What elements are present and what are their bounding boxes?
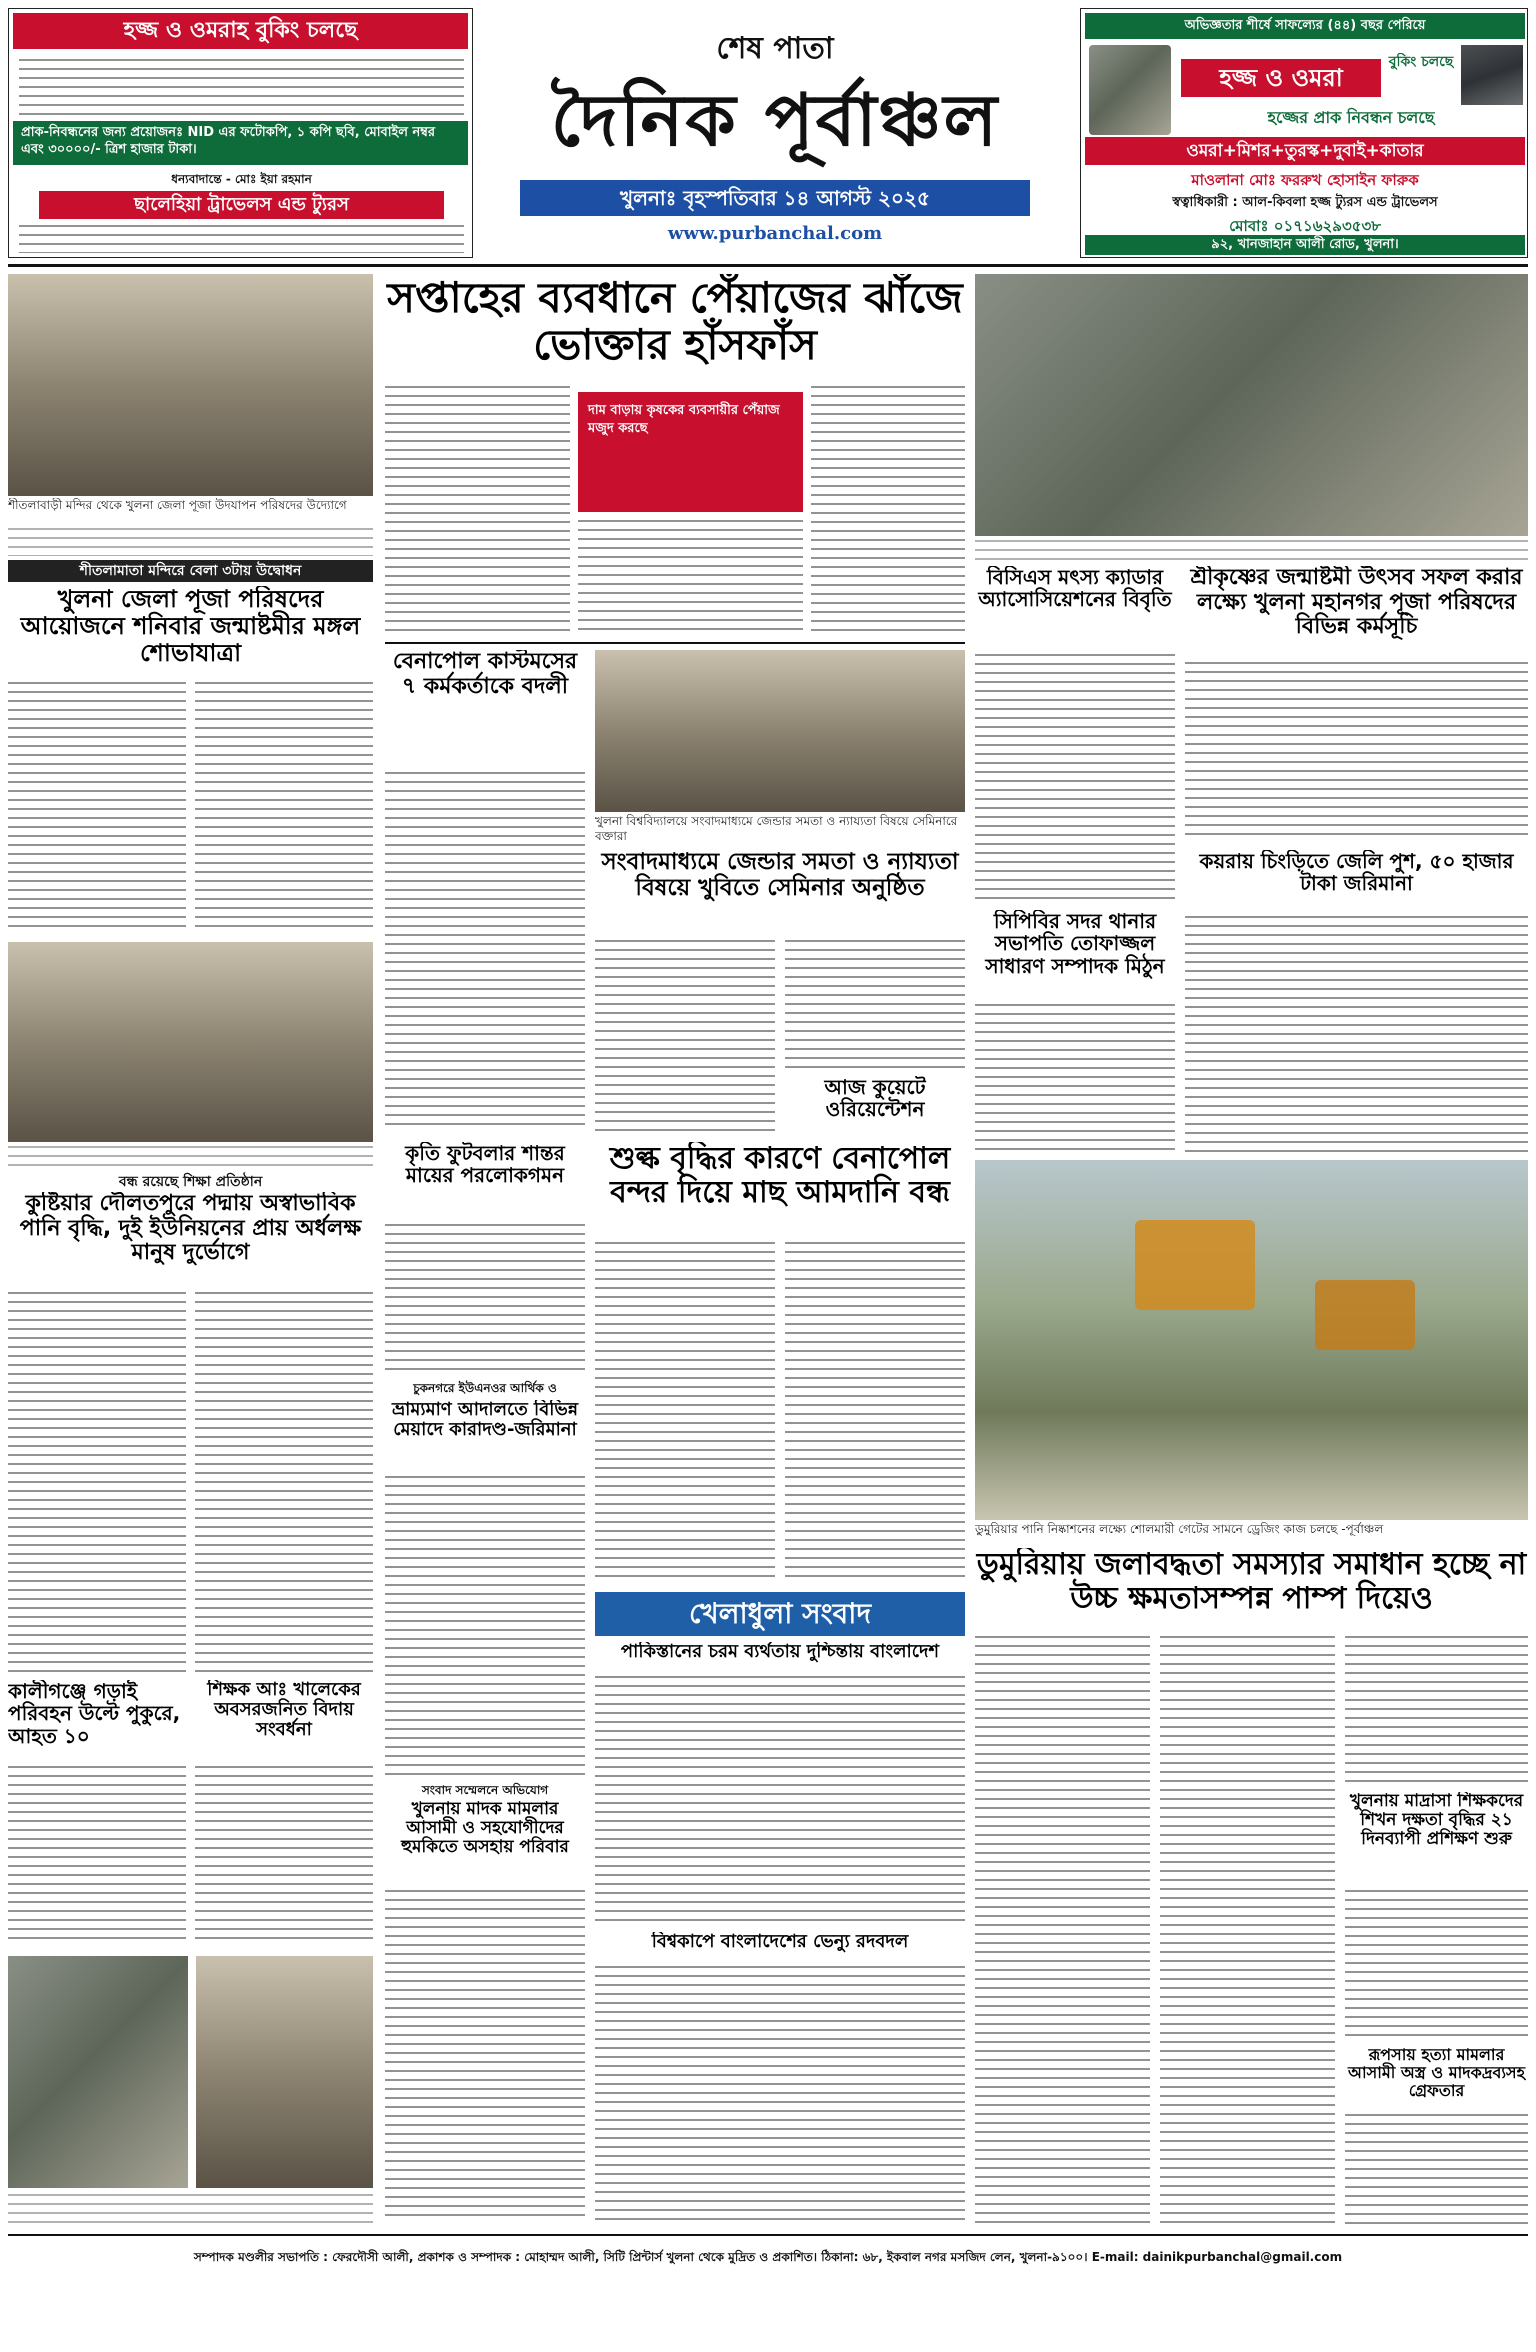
waterlog-headline: ডুমুরিয়ায় জলাবদ্ধতা সমস্যার সমাধান হচ্ছে না উচ্চ ক্ষমতাসম্পন্ন পাম্প দিয়েও (976, 1548, 1527, 1616)
cpb-body (975, 1004, 1175, 1154)
ad-left-agency: ছালেহিয়া ট্রাভেলস এন্ড ট্যুরস (39, 191, 444, 219)
ad-right-address: ৯২, খানজাহান আলী রোড, খুলনা। (1085, 235, 1525, 255)
lawyers-meeting-photo (8, 942, 373, 1142)
bcs-headline: বিসিএস মৎস্য ক্যাডার অ্যাসোসিয়েশনের বিবৃতি (978, 566, 1172, 612)
ad-right-brand: হজ্জ ও ওমরা (1181, 59, 1381, 97)
court-body (385, 1476, 585, 1776)
fine-headline: কয়রায় চিংড়িতে জেলি পুশ, ৫০ হাজার টাকা জরিমানা (1199, 850, 1514, 896)
sports-body-1 (595, 1676, 965, 1926)
seminar-headline: সংবাদমাধ্যমে জেন্ডার সমতা ও ন্যায্যতা বিষয়ে খুবিতে সেমিনার অনুষ্ঠিত (601, 850, 959, 901)
onion-headline: সপ্তাহের ব্যবধানে পেঁয়াজের ঝাঁজে ভোক্তার হাঁসফাঁস (387, 274, 963, 370)
farewell-photo-1 (8, 1956, 188, 2188)
bottom-left-caption-text (8, 2194, 373, 2226)
seminar-body-col1 (595, 940, 775, 1132)
transport-body (8, 1766, 186, 1946)
janmashtami-body (1185, 662, 1528, 842)
onion-rule (385, 642, 965, 644)
sports-headline-1: পাকিস্তানের চরম ব্যর্থতায় দুশ্চিন্তায় বাংলাদেশ (620, 1642, 940, 1662)
court-subhead: চুকনগরে ইউএনওর আর্থিক ও (413, 1381, 557, 1395)
website-link[interactable]: www.purbanchal.com (667, 223, 883, 244)
ad-left-hajj (8, 8, 473, 258)
puja-body-col2 (195, 682, 373, 932)
ad-right-hajj (1080, 8, 1528, 258)
ad-right-person: মাওলানা মোঃ ফররুখ হোসাইন ফারুক (1191, 171, 1419, 189)
excavator-shape (1135, 1220, 1255, 1310)
bcs-body (975, 654, 1175, 904)
court-headline: ভ্রাম্যমাণ আদালতে বিভিন্ন মেয়াদে কারাদণ্ড-জরিমানা (391, 1400, 579, 1441)
kushtia-body-col2 (195, 1292, 373, 1672)
waterlog-photo (975, 1160, 1528, 1520)
fish-headline: শুল্ক বৃদ্ধির কারণে বেনাপোল বন্দর দিয়ে মাছ আমদানি বন্ধ (609, 1142, 951, 1210)
sports-banner: খেলাধুলা সংবাদ (595, 1592, 965, 1636)
ad-left-thanks: ধন্যবাদান্তে - মোঃ ইয়া রহমান (171, 172, 312, 186)
onion-body-col2 (578, 520, 803, 636)
ad-right-mobile: মোবাঃ ০১৭১৬২৯৩৫৩৮ (1229, 217, 1381, 235)
paper-name: দৈনিক পূর্বাঞ্চল (550, 77, 1000, 162)
puja-caption-text (8, 528, 373, 556)
threat-subhead: সংবাদ সম্মেলনে অভিযোগ (421, 1783, 549, 1797)
imprint-footer: সম্পাদক মণ্ডলীর সভাপতি : ফেরদৌসী আলী, প্রকাশক ও সম্পাদক : মোহাম্মদ আলী, সিটি প্রিন্টার্স খুলনা থেকে মুদ্রিত ও প্রকাশিত। ঠিকানা: ৬৮, ইকবাল নগর মসজিদ লেন, খুলনা-৯১০০। E-mail: dainikpurbanchal@gmail.com (193, 2250, 1343, 2264)
puja-headline: খুলনা জেলা পূজা পরিষদের আয়োজনে শনিবার জন্মাষ্টমীর মঙ্গল শোভাযাত্রা (20, 586, 361, 667)
ad-right-owner: স্বত্বাধিকারী : আল-কিবলা হজ্জ ট্যুরস এন্ড ট্রাভেলস (1172, 195, 1438, 210)
ad-right-booking: বুকিং চলছে (1388, 54, 1454, 70)
madrasa-body (1345, 1890, 1528, 2040)
lawyers-caption-text (8, 1146, 373, 1166)
section-label: শেষ পাতা (716, 31, 834, 64)
waterlog-photo-caption: ডুমুরিয়ার পানি নিষ্কাশনের লক্ষ্যে শোলমারী গেটের সামনে ড্রেজিং কাজ চলছে -পূর্বাঞ্চল (975, 1522, 1384, 1536)
fish-body-col1 (595, 1242, 775, 1582)
sports-headline-2: বিশ্বকাপে বাংলাদেশের ভেন্যু রদবদল (651, 1932, 909, 1952)
football-body (385, 1224, 585, 1374)
transport-headline: কালীগঞ্জে গড়াই পরিবহন উল্টে পুকুরে, আহত ১০ (8, 1680, 181, 1748)
footer-rule (8, 2234, 1528, 2236)
threat-headline: খুলনায় মাদক মামলার আসামী ও সহযোগীদের হুমকিতে অসহায় পরিবার (401, 1800, 569, 1858)
fisheries-meeting-photo (975, 274, 1528, 536)
threat-body (385, 1890, 585, 2220)
ad-left-address-text (19, 225, 464, 253)
ad-left-highlight: প্রাক-নিবন্ধনের জন্য প্রয়োজনঃ NID এর ফটোকপি, ১ কপি ছবি, মোবাইল নম্বর এবং ৩০০০০/- ত্রিশ হাজার টাকা। (13, 121, 468, 165)
ad-right-top-line: অভিজ্ঞতার শীর্ষে সাফল্যের (৪৪) বছর পেরিয়ে (1085, 13, 1525, 39)
ad-left-title: হজ্জ ও ওমরাহ বুকিং চলছে (13, 13, 468, 49)
puja-photo (8, 274, 373, 496)
ad-right-notice: হজ্জের প্রাক নিবন্ধন চলছে (1267, 108, 1435, 127)
seminar-photo (595, 650, 965, 812)
ad-left-body-text (19, 59, 464, 115)
rupsha-body (1345, 2114, 1528, 2226)
rupsha-headline: রূপসায় হত্যা মামলার আসামী অস্ত্র ও মাদকদ্রব্যসহ গ্রেফতার (1348, 2046, 1525, 2100)
masthead-rule (8, 264, 1528, 267)
ad-right-routes: ওমরা+মিশর+তুরস্ক+দুবাই+কাতার (1085, 137, 1525, 165)
excavator-shape (1315, 1280, 1415, 1350)
kushtia-subhead: বন্ধ রয়েছে শিক্ষা প্রতিষ্ঠান (118, 1174, 263, 1190)
madrasa-headline: খুলনায় মাদ্রাসা শিক্ষকদের শিখন দক্ষতা বৃদ্ধির ২১ দিনব্যাপী প্রশিক্ষণ শুরু (1349, 1792, 1524, 1850)
flower-rangoli-photo (196, 1956, 373, 2188)
kushtia-body-col3 (195, 1766, 373, 1946)
seminar-body-col2 (785, 940, 965, 1070)
fisheries-caption-text (975, 540, 1528, 560)
kaaba-image (1461, 45, 1523, 105)
orientation-headline: আজ কুয়েটে ওরিয়েন্টেশন (824, 1076, 926, 1122)
kushtia-body-col1 (8, 1292, 186, 1672)
customs-headline: বেনাপোল কাস্টমসের ৭ কর্মকর্তাকে বদলী (392, 650, 578, 699)
dateline: খুলনাঃ বৃহস্পতিবার ১৪ আগস্ট ২০২৫ (520, 180, 1030, 216)
puja-body-col1 (8, 682, 186, 932)
janmashtami-headline: শ্রীকৃষ্ণের জন্মাষ্টমী উৎসব সফল করার লক্ষ্যে খুলনা মহানগর পূজা পরিষদের বিভিন্ন কর্মসূচি (1190, 566, 1523, 640)
onion-body-col3 (811, 386, 965, 636)
waterlog-body-col1 (975, 1636, 1150, 2226)
ad-right-portrait (1089, 45, 1171, 135)
masthead (490, 8, 1060, 258)
seminar-photo-caption: খুলনা বিশ্ববিদ্যালয়ে সংবাদমাধ্যমে জেন্ডার সমতা ও ন্যায্যতা বিষয়ে সেমিনারে বক্তারা (595, 814, 958, 843)
waterlog-body-col3 (1345, 1636, 1528, 1786)
sports-body-2 (595, 1966, 965, 2220)
puja-subhead: শীতলামাতা মন্দিরে বেলা ৩টায় উদ্বোধন (8, 560, 373, 582)
cpb-headline: সিপিবির সদর থানার সভাপতি তোফাজ্জল সাধারণ সম্পাদক মিঠুন (985, 910, 1165, 978)
puja-photo-caption: শীতলাবাড়ী মন্দির থেকে খুলনা জেলা পূজা উদযাপন পরিষদের উদ্যোগে (8, 498, 347, 512)
fine-body (1185, 916, 1528, 1152)
fish-body-col2 (785, 1242, 965, 1582)
football-headline: কৃতি ফুটবলার শান্তর মায়ের পরলোকগমন (405, 1142, 565, 1188)
waterlog-body-col2 (1160, 1636, 1335, 2226)
customs-body (385, 772, 585, 1132)
onion-highlight-box: দাম বাড়ায় কৃষকের ব্যবসায়ীর পেঁয়াজ মজুদ করছে (578, 392, 803, 512)
kushtia-headline: কুষ্টিয়ার দৌলতপুরে পদ্মায় অস্বাভাবিক পানি বৃদ্ধি, দুই ইউনিয়নের প্রায় অর্ধলক্ষ মানুষ দুর্ভোগে (19, 1192, 362, 1266)
onion-body-col1 (385, 386, 570, 636)
teacher-headline: শিক্ষক আঃ খালেকের অবসরজনিত বিদায় সংবর্ধনা (195, 1680, 373, 1760)
